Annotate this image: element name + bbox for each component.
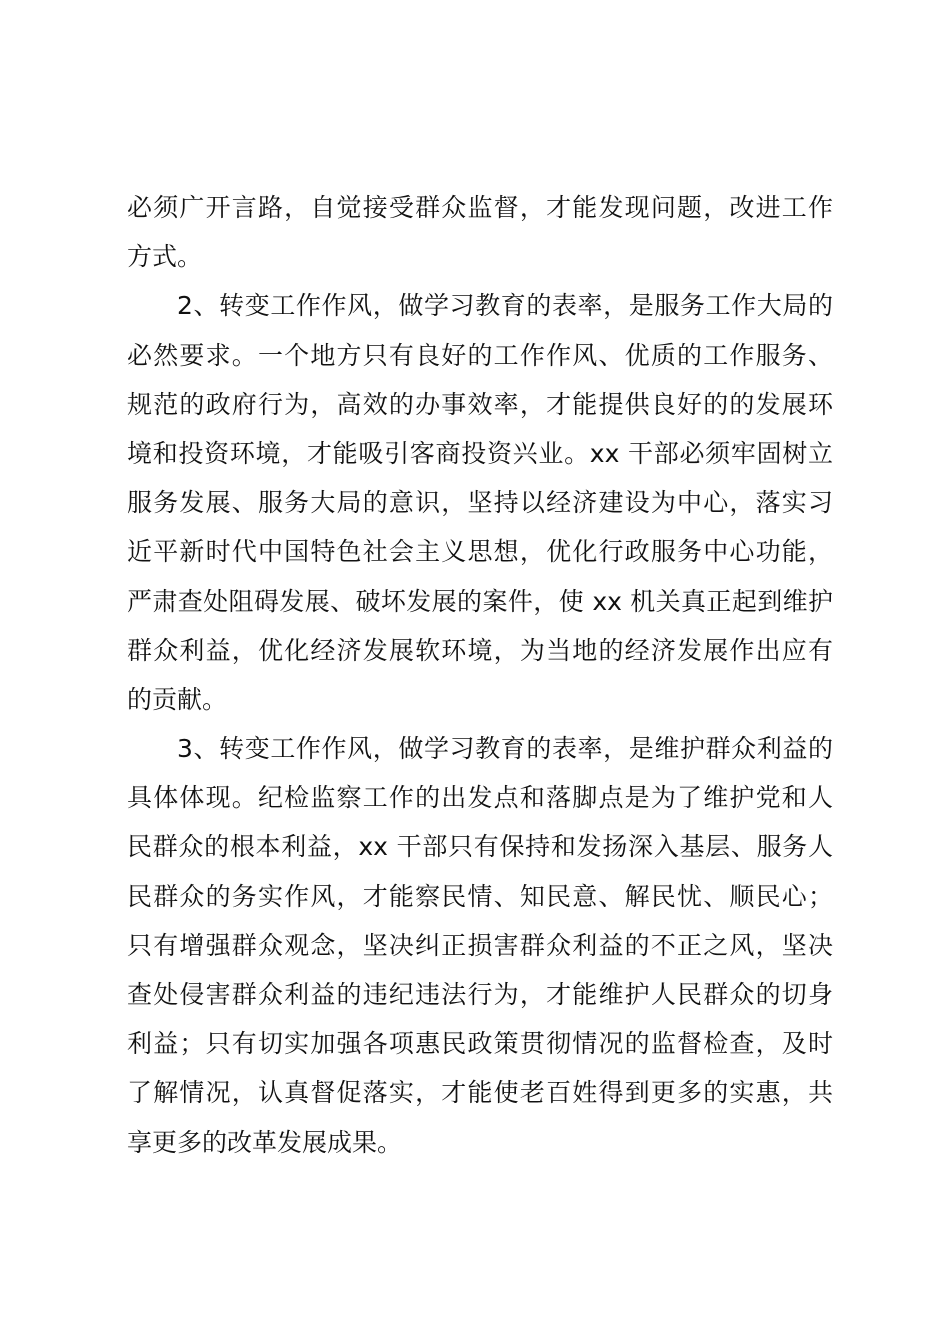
text-line: 具体体现。纪检监察工作的出发点和落脚点是为了维护党和人 — [127, 783, 833, 813]
text-line: 必须广开言路，自觉接受群众监督，才能发现问题，改进工作 — [127, 193, 833, 222]
text-line: 服务发展、服务大局的意识，坚持以经济建设为中心，落实习 — [127, 488, 833, 518]
text-line: 查处侵害群众利益的违纪违法行为，才能维护人民群众的切身 — [127, 980, 833, 1009]
text-line: 的贡献。 — [127, 684, 228, 714]
text-line: 民群众的务实作风，才能察民情、知民意、解民忧、顺民心； — [127, 881, 833, 911]
text-line: 利益；只有切实加强各项惠民政策贯彻情况的监督检查，及时 — [127, 1029, 833, 1059]
text-line: 近平新时代中国特色社会主义思想，优化行政服务中心功能， — [127, 537, 833, 567]
paragraph-start-line: 3、转变工作作风，做学习教育的表率，是维护群众利益的 — [177, 734, 833, 764]
text-line: 享更多的改革发展成果。 — [127, 1127, 403, 1157]
body-text — [127, 183, 833, 1167]
text-line: 了解情况，认真督促落实，才能使老百姓得到更多的实惠，共 — [127, 1078, 833, 1108]
text-line: 只有增强群众观念，坚决纠正损害群众利益的不正之风，坚决 — [127, 930, 833, 960]
paragraph-start-line: 2、转变工作作风，做学习教育的表率，是服务工作大局的 — [177, 291, 833, 321]
text-line: 群众利益，优化经济发展软环境，为当地的经济发展作出应有 — [127, 635, 833, 665]
text-line: 严肃查处阻碍发展、破坏发展的案件，使 xx 机关真正起到维护 — [127, 586, 833, 616]
text-line: 民群众的根本利益，xx 干部只有保持和发扬深入基层、服务人 — [127, 832, 833, 862]
text-line: 必然要求。一个地方只有良好的工作作风、优质的工作服务、 — [127, 340, 833, 370]
text-line: 规范的政府行为，高效的办事效率，才能提供良好的的发展环 — [127, 389, 833, 419]
text-line: 方式。 — [127, 242, 203, 272]
text-line: 境和投资环境，才能吸引客商投资兴业。xx 干部必须牢固树立 — [127, 438, 833, 468]
